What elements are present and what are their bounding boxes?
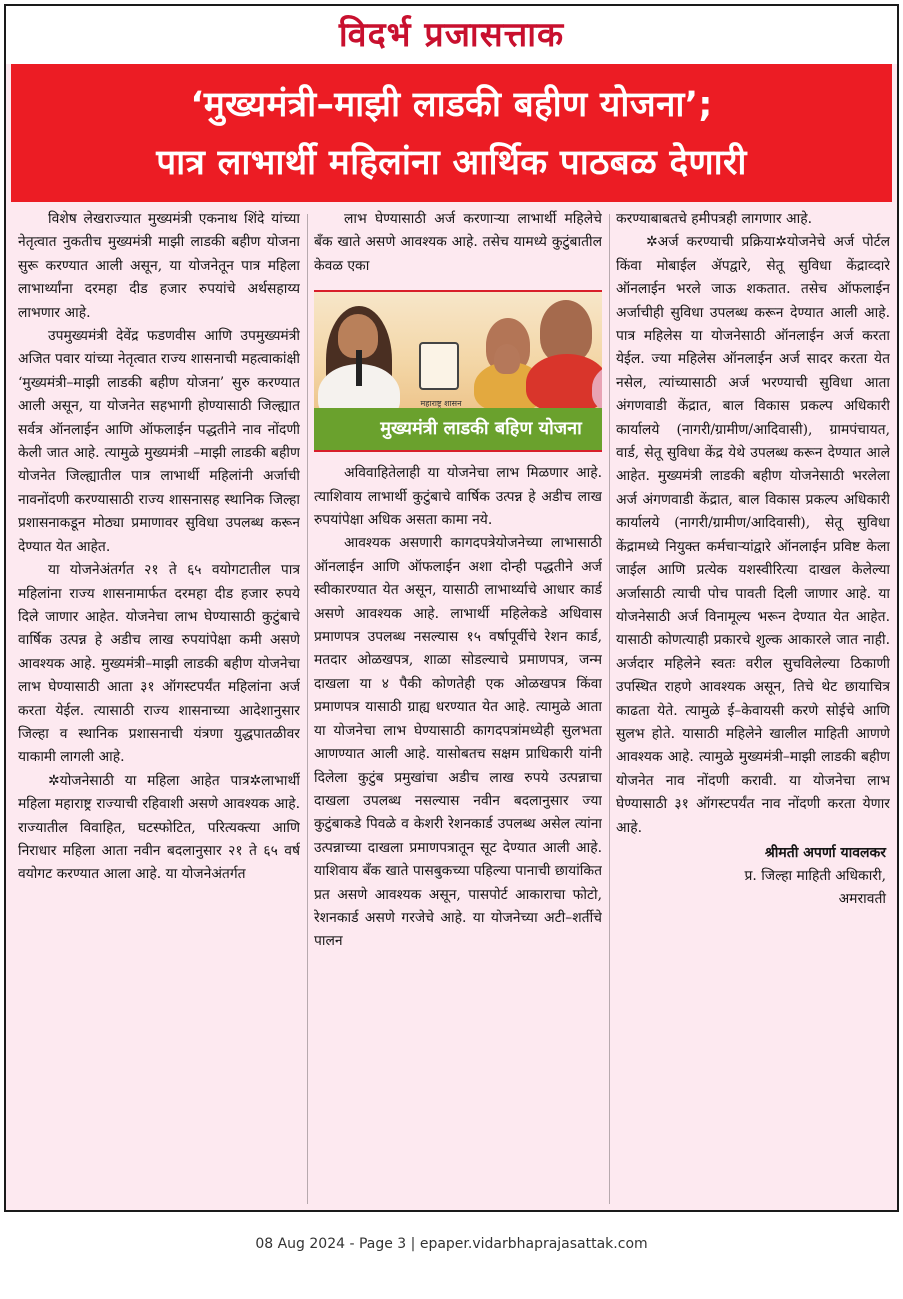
byline-role: प्र. जिल्हा माहिती अधिकारी, bbox=[744, 867, 886, 884]
paragraph: लाभ घेण्यासाठी अर्ज करणाऱ्या लाभार्थी महिलेचे बँक खाते असणे आवश्यक आहे. तसेच यामध्ये कुटुंबातील केवळ एका bbox=[314, 211, 602, 274]
emblem-label: महाराष्ट्र शासन bbox=[420, 399, 462, 409]
byline-author: श्रीमती अपर्णा यावलकर bbox=[764, 844, 886, 861]
paragraph: ✲योजनेसाठी या महिला आहेत पात्र✲लाभार्थी महिला महाराष्ट्र राज्याची रहिवाशी असणे आवश्यक आहे. राज्यातील विवाहित, घटस्फोटित, परित्यक्त्या आणि निराधार महिला आता नवीन बदलानुसार २१ ते ६५ वर्ष वयोगट करण्यात आला आहे. या योजनेअंतर्गत bbox=[18, 772, 300, 883]
paragraph: विशेष लेखराज्यात मुख्यमंत्री एकनाथ शिंदे यांच्या नेतृत्वात नुकतीच मुख्यमंत्री माझी लाडकी बहीण योजना सुरू करण्यात आली असून, या योजनेतून पात्र महिला लाभार्थ्यांना दरमहा दीड हजार रुपयांचे अर्थसहाय्य लाभणार आहे. bbox=[18, 211, 300, 321]
child-figure bbox=[494, 344, 520, 374]
microphone-icon bbox=[356, 350, 362, 386]
paragraph: करण्याबाबतचे हमीपत्रही लागणार आहे. bbox=[616, 211, 813, 227]
masthead bbox=[6, 6, 897, 64]
article-column-2 bbox=[314, 208, 602, 1210]
paragraph: या योजनेअंतर्गत २१ ते ६५ वयोगटातील पात्र महिलांना राज्य शासनामार्फत दरमहा दीड हजार रुपये दिले जाणार आहेत. योजनेचा लाभ घेण्यासाठी कुटुंबाचे वार्षिक उत्पन्न हे अडीच लाख रुपयांपेक्षा कमी असणे आवश्यक आहे. मुख्यमंत्री–माझी लाडकी बहीण योजनेचा लाभ घेण्यासाठी आता ३१ ऑगस्टपर्यंत महिलांना अर्ज करता येईल. त्यासाठी राज्य शासनाच्या आदेशानुसार जिल्हा व स्थानिक प्रशासनाची यंत्रणा युद्धपातळीवर याकामी लागली आहे. bbox=[18, 562, 300, 766]
government-emblem-icon bbox=[419, 342, 459, 390]
woman-figure bbox=[540, 300, 592, 362]
column-divider bbox=[307, 214, 308, 1204]
masthead-title: विदर्भ प्रजासत्ताक bbox=[338, 15, 565, 55]
headline-band bbox=[11, 64, 892, 202]
paragraph: आवश्यक असणारी कागदपत्रेयोजनेच्या लाभासाठी ऑनलाईन आणि ऑफलाईन अशा दोन्ही पद्धतीने अर्ज स्वीकारण्यात येत असून, यासाठी लाभार्थ्याचे आधार कार्ड असणे आवश्यक आहे. लाभार्थी महिलेकडे अधिवास प्रमाणपत्र उपलब्ध नसल्यास १५ वर्षापूर्वीचे रेशन कार्ड, मतदार ओळखपत्र, शाळा सोडल्याचे प्रमाणपत्र, जन्म दाखला या ४ पैकी कोणतेही एक ओळखपत्र किंवा प्रमाणपत्र यासाठी ग्राह्य धरण्यात येत आहे. त्यामुळे आता या योजनेचा लाभ घेण्यासाठी कागदपत्रांमध्येही सुलभता आणण्यात आली आहे. यासोबतच सक्षम प्राधिकारी यांनी दिलेला कुटुंब प्रमुखांचा अडीच लाख रुपये उत्पन्नाचा दाखला उपलब्ध नसल्यास नवीन बदलानुसार ज्या कुटुंबाकडे पिवळे व केशरी रेशनकार्ड उपलब्ध असेल त्यांना उत्पन्नाच्या दाखला प्रमाणपत्रातून सूट देण्यात आली आहे. याशिवाय बँक खाते पासबुकच्या पहिल्या पानाची छायांकित प्रत असणे आवश्यक असून, पासपोर्ट आकाराचा फोटो, रेशनकार्ड असणे गरजेचे आहे. या योजनेच्या अटी–शर्तीचे पालन bbox=[314, 535, 602, 950]
article-body bbox=[18, 208, 888, 1210]
paragraph: उपमुख्यमंत्री देवेंद्र फडणवीस आणि उपमुख्यमंत्री अजित पवार यांच्या नेतृत्वात राज्य शासनाची महत्वाकांक्षी ‘मुख्यमंत्री–माझी लाडकी बहीण योजना’ सुरु करण्यात आली असून, या योजनेत सहभागी होण्यासाठी जिल्ह्यात सर्वत्र ऑनलाईन आणि ऑफलाईन पद्धतीने नाव नोंदणी केली जात आहे. त्यामुळे मुख्यमंत्री –माझी लाडकी बहीण योजनेत जिल्ह्यातील पात्र लाभार्थी महिलांनी अर्जाची नावनोंदणी करण्यासाठी राज्य शासनासह स्थानिक जिल्हा प्रशासनाकडून मोठ्या प्रमाणावर सुविधा उपलब्ध करून देण्यात येत आहेत. bbox=[18, 328, 300, 555]
column-divider bbox=[609, 214, 610, 1204]
headline-line-1: ‘मुख्यमंत्री–माझी लाडकी बहीण योजना’; bbox=[190, 85, 713, 125]
headline-line-2: पात्र लाभार्थी महिलांना आर्थिक पाठबळ देणारी bbox=[156, 143, 747, 183]
paragraph: अविवाहितेलाही या योजनेचा लाभ मिळणार आहे. त्याशिवाय लाभार्थी कुटुंबाचे वार्षिक उत्पन्न हे अडीच लाख रुपयांपेक्षा अधिक असता कामा नये. bbox=[314, 465, 602, 529]
newspaper-page bbox=[4, 4, 899, 1212]
page-footer: 08 Aug 2024 - Page 3 | epaper.vidarbhaprajasattak.com bbox=[255, 1236, 648, 1252]
article-column-1 bbox=[18, 208, 300, 1210]
woman-figure-saree bbox=[526, 354, 602, 412]
article-column-3 bbox=[616, 208, 890, 1210]
paragraph: ✲अर्ज करण्याची प्रक्रिया✲योजनेचे अर्ज पोर्टल किंवा मोबाईल ॲपद्वारे, सेतू सुविधा केंद्राव्दारे ऑनलाईन भरले जाऊ शकतात. तसेच ऑफलाईन अर्जाचीही सुविधा उपलब्ध करून देण्यात आली आहे. पात्र महिलेस या योजनेसाठी ऑनलाईन अर्ज करता येईल. ज्या महिलेस ऑनलाईन अर्ज सादर करता येत नसेल, त्यांच्यासाठी अर्ज भरण्याची सुविधा आता अंगणवाडी केंद्रात, बाल विकास प्रकल्प अधिकारी कार्यालये (नागरी/ग्रामीण/आदिवासी), ग्रामपंचायत, वार्ड, सेतू सुविधा केंद्र येथे उपलब्ध करून देण्यात आले आहेत. मुख्यमंत्री लाडकी बहीण योजनेसाठी भरलेला अर्ज अंगणवाडी केंद्रात, बाल विकास प्रकल्प अधिकारी कार्यालये (नागरी/ग्रामीण/आदिवासी), सेतू सुविधा केंद्रामध्ये नियुक्त कर्मचाऱ्यांद्वारे ऑनलाईन प्रविष्ट केला जाईल आणि प्रत्येक यशस्वीरित्या दाखल केलेल्या अर्जासाठी त्याची पोच पावती दिली जाणार आहे. या योजनेसाठी अर्ज विनामूल्य भरून देण्यात येत आहेत. यासाठी कोणत्याही प्रकारचे शुल्क आकारले जात नाही. अर्जदार महिलेने स्वतः वरील सुचविलेल्या ठिकाणी उपस्थित राहणे आवश्यक असून, तिचे थेट छायाचित्र काढता येते. त्यामुळे ई–केवायसी करणे सोईचे आणि सुलभ होते. यासाठी महिलेने खालील माहिती आणणे आवश्यक आहे. त्यामुळे मुख्यमंत्री–माझी लाडकी बहीण योजनेत नाव नोंदणी करावी. या योजनेचा लाभ घेण्यासाठी ३१ ऑगस्टपर्यंत नाव नोंदणी करता येणार आहे. bbox=[616, 234, 890, 836]
byline-place: अमरावती bbox=[838, 890, 886, 907]
article-photo bbox=[314, 290, 602, 452]
photo-caption: मुख्यमंत्री लाडकी बहिण योजना bbox=[314, 408, 602, 450]
